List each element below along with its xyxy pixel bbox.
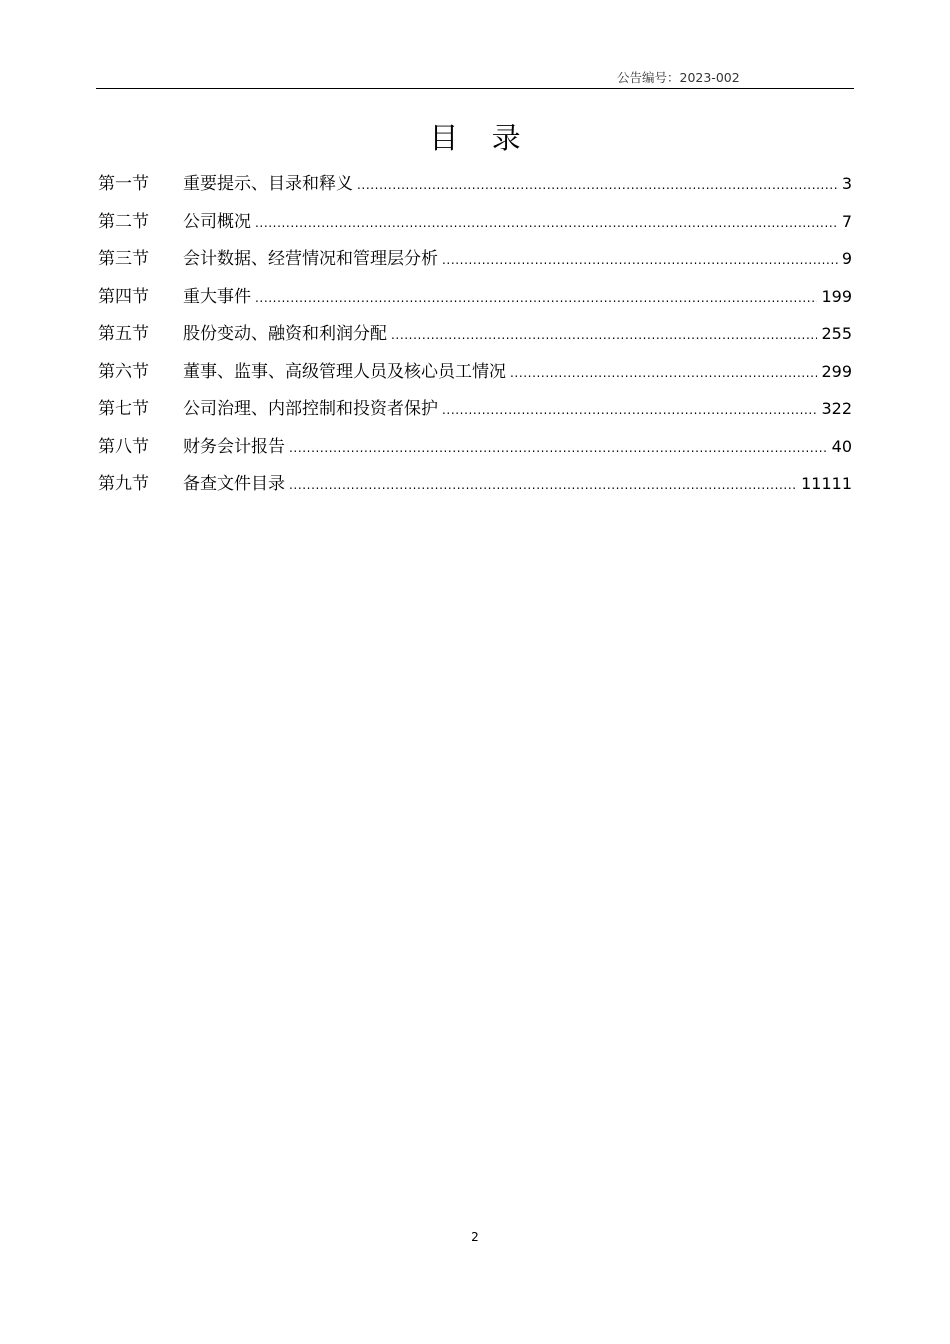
toc-entry[interactable] (98, 283, 852, 321)
toc-page-number: 3 (841, 174, 852, 193)
toc-dot-leader (442, 396, 817, 424)
header-divider (96, 88, 854, 89)
toc-section-number: 第九节 (98, 474, 149, 494)
toc-section-title: 重大事件 (183, 286, 251, 307)
toc-page-number: 322 (821, 399, 852, 418)
toc-section-number: 第一节 (98, 174, 149, 194)
page-title: 目 录 (429, 121, 533, 155)
toc-page-number: 7 (841, 211, 852, 231)
toc-dot-leader (510, 359, 817, 387)
footer-page-number: 2 (471, 1230, 479, 1244)
toc-dot-leader (255, 284, 817, 312)
toc-section-title: 公司治理、内部控制和投资者保护 (183, 399, 438, 419)
notice-number: 公告编号：2023-002 (617, 70, 740, 85)
toc-dot-leader (289, 434, 828, 462)
toc-entry[interactable] (98, 358, 852, 396)
toc-section-title: 公司概况 (183, 211, 251, 232)
toc-section-title: 重要提示、目录和释义 (183, 174, 353, 194)
toc-section-number: 第四节 (98, 286, 149, 307)
toc-entry[interactable] (98, 395, 852, 433)
toc-entry[interactable] (98, 245, 852, 283)
toc-dot-leader (357, 171, 838, 199)
toc-dot-leader (255, 209, 838, 237)
toc-entry[interactable] (98, 170, 852, 208)
toc-page-number: 199 (821, 286, 852, 306)
toc-section-number: 第二节 (98, 211, 149, 232)
toc-section-title: 备查文件目录 (183, 474, 285, 494)
toc-entry[interactable] (98, 470, 852, 508)
toc-section-title: 会计数据、经营情况和管理层分析 (183, 249, 438, 269)
toc-section-title: 财务会计报告 (183, 436, 285, 457)
toc-section-number: 第五节 (98, 324, 149, 344)
toc-dot-leader (391, 321, 817, 349)
toc-page-number: 255 (821, 324, 852, 343)
toc-page-number: 11111 (801, 474, 852, 493)
toc-section-title: 股份变动、融资和利润分配 (183, 324, 387, 344)
toc-entry[interactable] (98, 433, 852, 471)
toc-page-number: 40 (831, 436, 852, 456)
toc-section-number: 第八节 (98, 436, 149, 457)
toc-entry[interactable] (98, 320, 852, 358)
toc-page-number: 9 (841, 249, 852, 268)
toc-section-number: 第六节 (98, 361, 149, 382)
toc-section-number: 第七节 (98, 399, 149, 419)
toc-entry[interactable] (98, 208, 852, 246)
toc-dot-leader (442, 246, 838, 274)
toc-section-title: 董事、监事、高级管理人员及核心员工情况 (183, 361, 506, 382)
toc-dot-leader (289, 471, 797, 499)
toc-section-number: 第三节 (98, 249, 149, 269)
toc-page-number: 299 (821, 361, 852, 381)
table-of-contents (98, 170, 852, 508)
